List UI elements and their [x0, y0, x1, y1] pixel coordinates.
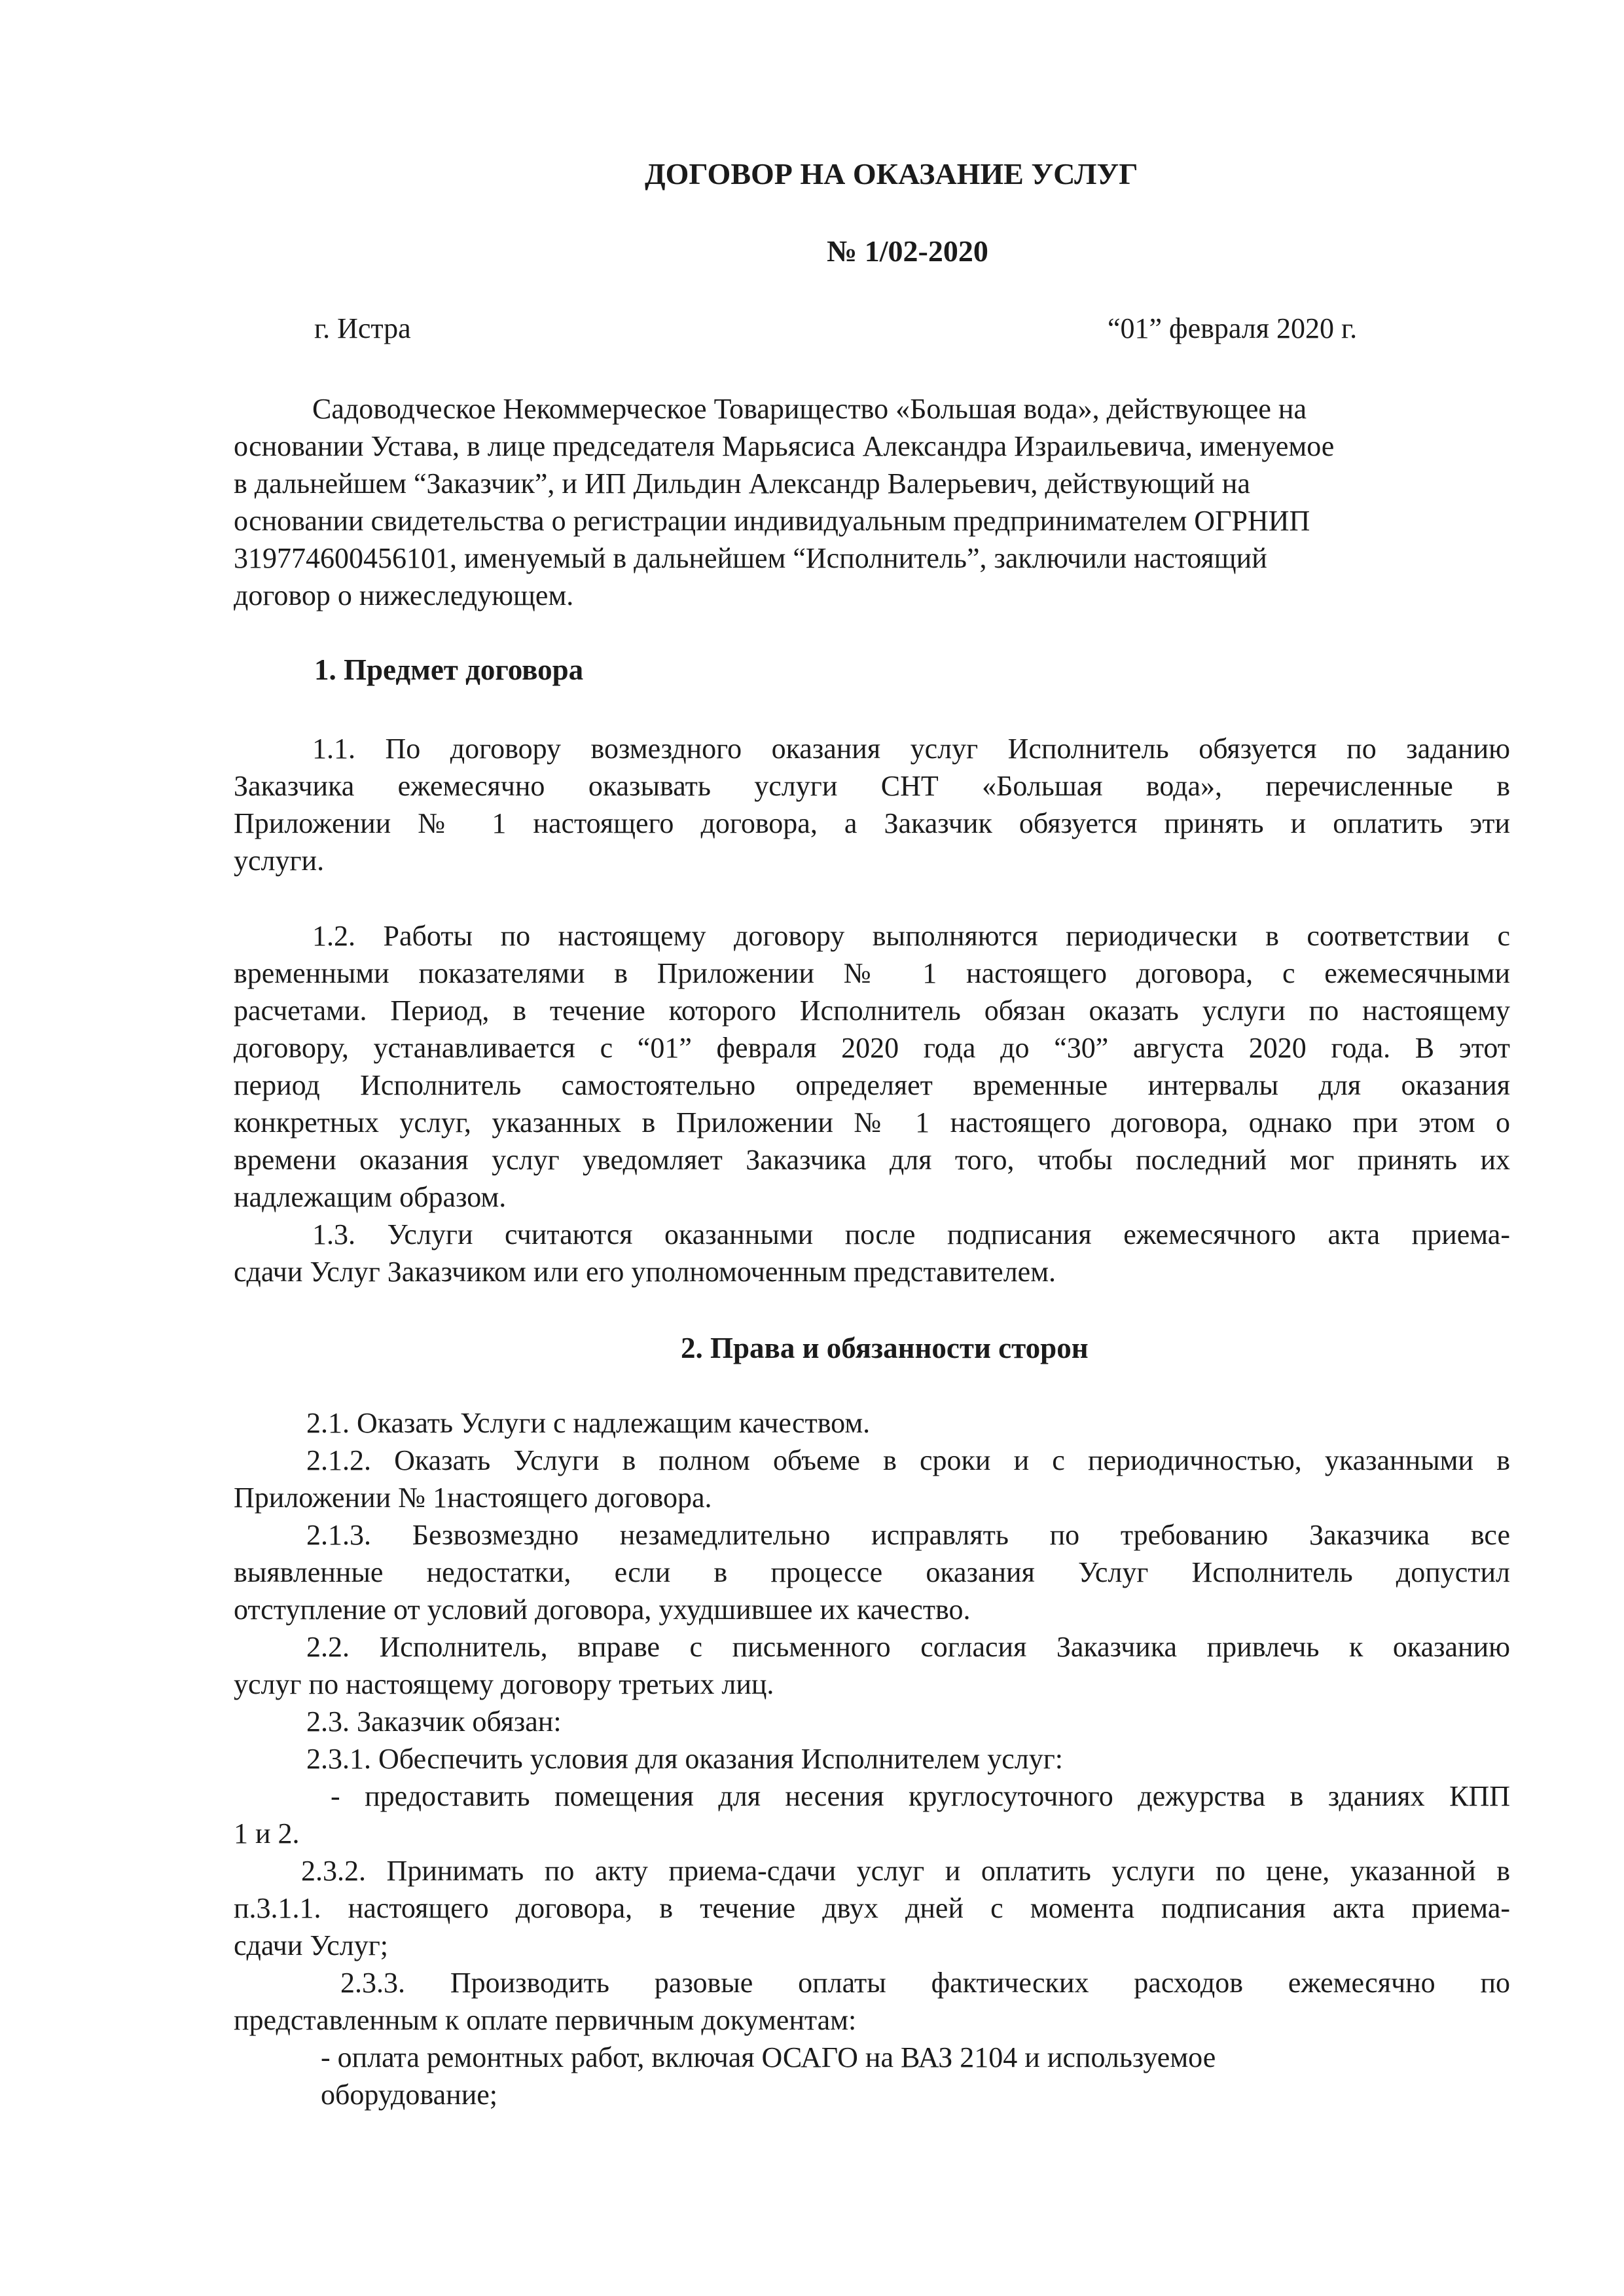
clause-2-3-3-line: представленным к оплате первичным документам:	[234, 2004, 857, 2036]
contract-number: № 1/02-2020	[827, 234, 988, 268]
clause-2-3-2-line: сдачи Услуг;	[234, 1929, 388, 1961]
clause-2-3-2-line: п.3.1.1. настоящего договора, в течение двух дней с момента подписания акта приема-	[234, 1892, 1510, 1924]
section-1-heading: 1. Предмет договора	[314, 653, 584, 686]
clause-1-2-line: договору, устанавливается с “01” февраля 2020 года до “30” августа 2020 года. В этот	[234, 1032, 1510, 1064]
clause-1-1-line: Приложении № 1 настоящего договора, а Заказчик обязуется принять и оплатить эти	[234, 807, 1510, 839]
clause-1-2-line: расчетами. Период, в течение которого Исполнитель обязан оказать услуги по настоящему	[234, 994, 1510, 1027]
clause-2-3-2-line: 2.3.2. Принимать по акту приема-сдачи услуг и оплатить услуги по цене, указанной в	[301, 1855, 1510, 1887]
clause-2-3: 2.3. Заказчик обязан:	[306, 1705, 562, 1738]
clause-1-2-line: конкретных услуг, указанных в Приложении № 1 настоящего договора, однако при этом о	[234, 1106, 1510, 1139]
clause-2-1-2-line: 2.1.2. Оказать Услуги в полном объеме в сроки и с периодичностью, указанными в	[306, 1444, 1510, 1476]
clause-2-1-3-line: выявленные недостатки, если в процессе оказания Услуг Исполнитель допустил	[234, 1556, 1510, 1588]
clause-2-1-3-line: 2.1.3. Безвозмездно незамедлительно исправлять по требованию Заказчика все	[306, 1519, 1510, 1551]
contract-city: г. Истра	[314, 312, 411, 344]
clause-2-3-1-item-line: 1 и 2.	[234, 1817, 300, 1850]
clause-1-2-line: 1.2. Работы по настоящему договору выполняются периодически в соответствии с	[312, 920, 1510, 952]
clause-2-2-line: услуг по настоящему договору третьих лиц.	[234, 1668, 774, 1700]
clause-1-2-line: период Исполнитель самостоятельно определяет временные интервалы для оказания	[234, 1069, 1510, 1101]
clause-1-2-line: временными показателями в Приложении № 1 настоящего договора, с ежемесячными	[234, 957, 1510, 989]
preamble-line: основании свидетельства о регистрации индивидуальным предпринимателем ОГРНИП	[234, 505, 1310, 537]
clause-2-3-3-item-line: оборудование;	[321, 2079, 497, 2111]
clause-1-1-line: 1.1. По договору возмездного оказания услуг Исполнитель обязуется по заданию	[312, 733, 1510, 765]
document-title: ДОГОВОР НА ОКАЗАНИЕ УСЛУГ	[645, 157, 1138, 191]
clause-2-1: 2.1. Оказать Услуги с надлежащим качеством.	[306, 1407, 871, 1439]
clause-1-1-line: Заказчика ежемесячно оказывать услуги СНТ «Большая вода», перечисленные в	[234, 770, 1510, 802]
clause-1-1-line: услуги.	[234, 845, 325, 877]
clause-2-1-3-line: отступление от условий договора, ухудшившее их качество.	[234, 1594, 971, 1626]
clause-2-3-1: 2.3.1. Обеспечить условия для оказания Исполнителем услуг:	[306, 1743, 1063, 1775]
preamble-line: 319774600456101, именуемый в дальнейшем “Исполнитель”, заключили настоящий	[234, 542, 1267, 574]
preamble-line: в дальнейшем “Заказчик”, и ИП Дильдин Александр Валерьевич, действующий на	[234, 467, 1250, 500]
clause-2-1-2-line: Приложении № 1настоящего договора.	[234, 1482, 712, 1514]
clause-1-2-line: надлежащим образом.	[234, 1181, 507, 1213]
preamble-line: основании Устава, в лице председателя Марьясиса Александра Израильевича, именуемое	[234, 430, 1335, 462]
preamble-line: договор о нижеследующем.	[234, 579, 574, 611]
contract-date: “01” февраля 2020 г.	[1108, 312, 1358, 344]
clause-2-3-3-line: 2.3.3. Производить разовые оплаты фактических расходов ежемесячно по	[340, 1967, 1510, 1999]
preamble-line: Садоводческое Некоммерческое Товарищество «Большая вода», действующее на	[312, 393, 1307, 425]
clause-2-3-3-item-line: - оплата ремонтных работ, включая ОСАГО на ВАЗ 2104 и используемое	[321, 2041, 1216, 2073]
clause-1-2-line: времени оказания услуг уведомляет Заказчика для того, чтобы последний мог принять их	[234, 1144, 1510, 1176]
clause-2-3-1-item-line: - предоставить помещения для несения круглосуточного дежурства в зданиях КПП	[331, 1780, 1510, 1812]
clause-1-3-line: 1.3. Услуги считаются оказанными после подписания ежемесячного акта приема-	[312, 1218, 1510, 1250]
clause-1-3-line: сдачи Услуг Заказчиком или его уполномоченным представителем.	[234, 1256, 1056, 1288]
clause-2-2-line: 2.2. Исполнитель, вправе с письменного согласия Заказчика привлечь к оказанию	[306, 1631, 1510, 1663]
section-2-heading: 2. Права и обязанности сторон	[681, 1332, 1089, 1364]
